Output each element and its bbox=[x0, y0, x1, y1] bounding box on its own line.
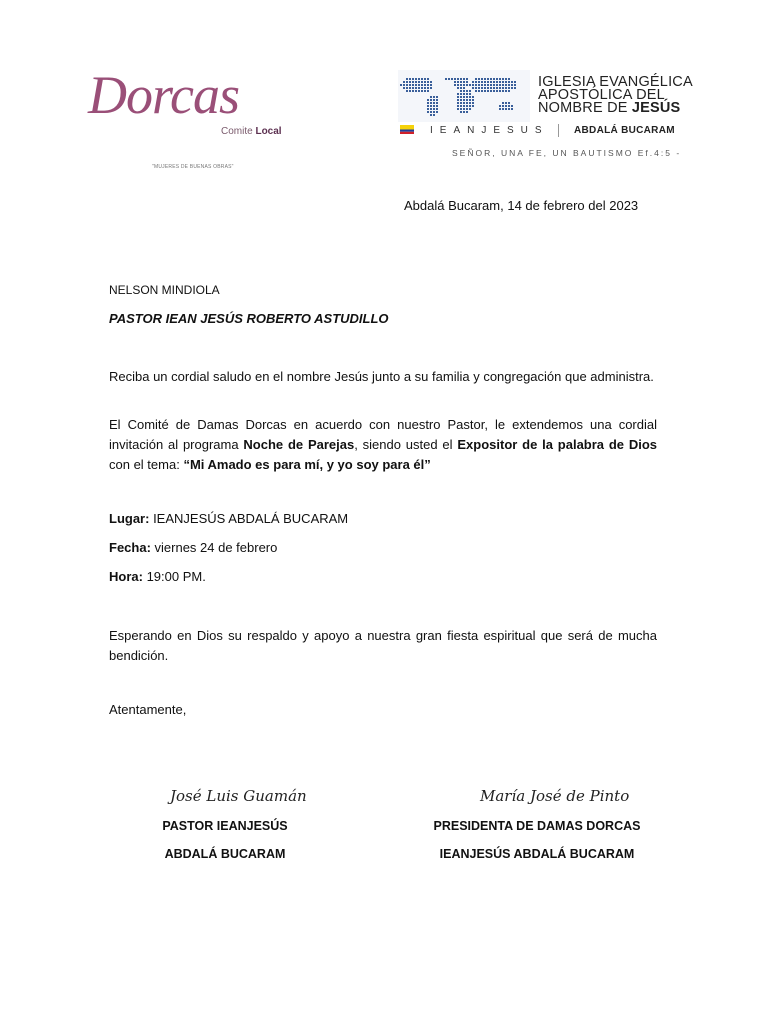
map-dot bbox=[472, 105, 474, 107]
signer-place-pastor: ABDALÁ BUCARAM bbox=[164, 847, 286, 861]
map-dot bbox=[412, 78, 414, 80]
map-dot bbox=[469, 96, 471, 98]
map-dot bbox=[409, 78, 411, 80]
map-dot bbox=[511, 81, 513, 83]
map-dot bbox=[400, 84, 402, 86]
map-dot bbox=[463, 84, 465, 86]
map-dot bbox=[463, 105, 465, 107]
map-dot bbox=[427, 108, 429, 110]
map-dot bbox=[412, 81, 414, 83]
map-dot bbox=[463, 108, 465, 110]
map-dot bbox=[493, 78, 495, 80]
map-dot bbox=[478, 78, 480, 80]
map-dot bbox=[508, 78, 510, 80]
map-dot bbox=[436, 105, 438, 107]
dorcas-logo bbox=[88, 65, 298, 138]
map-dot bbox=[415, 87, 417, 89]
map-dot bbox=[466, 111, 468, 113]
map-dot bbox=[457, 93, 459, 95]
map-dot bbox=[487, 87, 489, 89]
map-dot bbox=[508, 108, 510, 110]
map-dot bbox=[499, 105, 501, 107]
map-dot bbox=[427, 81, 429, 83]
map-dot bbox=[460, 105, 462, 107]
map-dot bbox=[457, 108, 459, 110]
map-dot bbox=[505, 81, 507, 83]
dorcas-logo-text: Dorcas bbox=[88, 65, 239, 125]
map-dot bbox=[424, 90, 426, 92]
map-dot bbox=[427, 99, 429, 101]
church-name: IGLESIA EVANGÉLICA APOSTÓLICA DEL NOMBRE DE JESÚS bbox=[538, 74, 693, 116]
map-dot bbox=[496, 90, 498, 92]
map-dot bbox=[433, 99, 435, 101]
map-dot bbox=[508, 90, 510, 92]
map-dot bbox=[460, 90, 462, 92]
map-dot bbox=[433, 96, 435, 98]
map-dot bbox=[409, 87, 411, 89]
map-dot bbox=[463, 99, 465, 101]
map-dot bbox=[469, 90, 471, 92]
map-dot bbox=[451, 78, 453, 80]
map-dot bbox=[457, 87, 459, 89]
map-dot bbox=[436, 111, 438, 113]
map-dot bbox=[499, 90, 501, 92]
map-dot bbox=[487, 84, 489, 86]
map-dot bbox=[436, 99, 438, 101]
map-dot bbox=[472, 84, 474, 86]
map-dot bbox=[466, 78, 468, 80]
closing-salutation: Atentamente, bbox=[109, 702, 187, 717]
map-dot bbox=[409, 81, 411, 83]
map-dot bbox=[502, 87, 504, 89]
map-dot bbox=[472, 96, 474, 98]
map-dot bbox=[463, 90, 465, 92]
signer-place-president: IEANJESÚS ABDALÁ BUCARAM bbox=[439, 847, 635, 861]
map-dot bbox=[409, 90, 411, 92]
map-dot bbox=[478, 87, 480, 89]
map-dot bbox=[436, 102, 438, 104]
map-dot bbox=[505, 90, 507, 92]
map-dot bbox=[409, 84, 411, 86]
map-dot bbox=[454, 84, 456, 86]
map-dot bbox=[460, 81, 462, 83]
map-dot bbox=[481, 87, 483, 89]
map-dot bbox=[490, 78, 492, 80]
map-dot bbox=[460, 78, 462, 80]
dorcas-logo-subtitle: Comite Local bbox=[221, 126, 282, 137]
map-dot bbox=[466, 84, 468, 86]
map-dot bbox=[415, 78, 417, 80]
map-dot bbox=[472, 87, 474, 89]
map-dot bbox=[487, 78, 489, 80]
signature-pastor: José Luis Guamán bbox=[170, 787, 307, 805]
map-dot bbox=[424, 78, 426, 80]
map-dot bbox=[499, 108, 501, 110]
map-dot bbox=[430, 96, 432, 98]
map-dot bbox=[460, 87, 462, 89]
map-dot bbox=[502, 78, 504, 80]
map-dot bbox=[418, 90, 420, 92]
recipient-title: PASTOR IEAN JESÚS ROBERTO ASTUDILLO bbox=[109, 311, 389, 326]
closing-paragraph: Esperando en Dios su respaldo y apoyo a nuestra gran fiesta espiritual que será de mucha bendición. bbox=[109, 628, 657, 663]
map-dot bbox=[457, 105, 459, 107]
map-dot bbox=[469, 105, 471, 107]
map-dot bbox=[424, 84, 426, 86]
map-dot bbox=[469, 99, 471, 101]
map-dot bbox=[499, 87, 501, 89]
map-dot bbox=[421, 90, 423, 92]
map-dot bbox=[406, 90, 408, 92]
map-dot bbox=[463, 102, 465, 104]
map-dot bbox=[505, 105, 507, 107]
map-dot bbox=[481, 90, 483, 92]
map-dot bbox=[505, 102, 507, 104]
map-dot bbox=[412, 90, 414, 92]
map-dot bbox=[505, 78, 507, 80]
map-dot bbox=[427, 105, 429, 107]
map-dot bbox=[457, 102, 459, 104]
location-label: ABDALÁ BUCARAM bbox=[574, 125, 675, 136]
map-dot bbox=[469, 108, 471, 110]
map-dot bbox=[484, 78, 486, 80]
map-dot bbox=[433, 102, 435, 104]
map-dot bbox=[430, 102, 432, 104]
map-dot bbox=[487, 90, 489, 92]
map-dot bbox=[469, 84, 471, 86]
map-dot bbox=[403, 81, 405, 83]
invitation-paragraph: El Comité de Damas Dorcas en acuerdo con nuestro Pastor, le extendemos una cordial invitación al programa Noche de Parejas, siendo usted el Expositor de la palabra de Dios con el tema: “Mi Amado es para mí, y yo soy para él” bbox=[109, 417, 658, 472]
map-dot bbox=[463, 111, 465, 113]
divider bbox=[558, 124, 559, 137]
map-dot bbox=[475, 84, 477, 86]
dorcas-tagline: "MUJERES DE BUENAS OBRAS" bbox=[152, 164, 234, 170]
map-dot bbox=[415, 81, 417, 83]
map-dot bbox=[448, 78, 450, 80]
map-dot bbox=[466, 90, 468, 92]
map-dot bbox=[496, 87, 498, 89]
map-dot bbox=[505, 108, 507, 110]
map-dot bbox=[430, 111, 432, 113]
map-dot bbox=[493, 90, 495, 92]
map-dot bbox=[427, 78, 429, 80]
map-dot bbox=[457, 81, 459, 83]
map-dot bbox=[490, 84, 492, 86]
map-dot bbox=[406, 87, 408, 89]
map-dot bbox=[490, 81, 492, 83]
map-dot bbox=[463, 93, 465, 95]
map-dot bbox=[418, 87, 420, 89]
map-dot bbox=[436, 96, 438, 98]
world-map-icon bbox=[398, 70, 530, 122]
map-dot bbox=[433, 105, 435, 107]
map-dot bbox=[511, 87, 513, 89]
map-dot bbox=[493, 87, 495, 89]
map-dot bbox=[502, 102, 504, 104]
map-dot bbox=[424, 81, 426, 83]
map-dot bbox=[418, 78, 420, 80]
map-dot bbox=[496, 78, 498, 80]
map-dot bbox=[445, 78, 447, 80]
map-dot bbox=[430, 108, 432, 110]
map-dot bbox=[427, 90, 429, 92]
map-dot bbox=[484, 84, 486, 86]
time-field: Hora: 19:00 PM. bbox=[109, 569, 206, 584]
map-dot bbox=[403, 87, 405, 89]
map-dot bbox=[502, 90, 504, 92]
map-dot bbox=[514, 81, 516, 83]
signature-president: María José de Pinto bbox=[480, 787, 630, 805]
map-dot bbox=[466, 108, 468, 110]
map-dot bbox=[508, 87, 510, 89]
map-dot bbox=[511, 105, 513, 107]
map-dot bbox=[505, 87, 507, 89]
map-dot bbox=[469, 102, 471, 104]
map-dot bbox=[478, 84, 480, 86]
letter-date: Abdalá Bucaram, 14 de febrero del 2023 bbox=[404, 198, 639, 213]
map-dot bbox=[493, 84, 495, 86]
map-dot bbox=[490, 90, 492, 92]
map-dot bbox=[508, 84, 510, 86]
map-dot bbox=[406, 78, 408, 80]
map-dot bbox=[466, 105, 468, 107]
map-dot bbox=[430, 105, 432, 107]
signer-role-pastor: PASTOR IEANJESÚS bbox=[162, 819, 288, 833]
map-dot bbox=[502, 108, 504, 110]
map-dot bbox=[454, 78, 456, 80]
map-dot bbox=[427, 111, 429, 113]
map-dot bbox=[475, 90, 477, 92]
map-dot bbox=[403, 84, 405, 86]
map-dot bbox=[415, 90, 417, 92]
map-dot bbox=[436, 108, 438, 110]
map-dot bbox=[466, 102, 468, 104]
map-dot bbox=[415, 84, 417, 86]
map-dot bbox=[463, 78, 465, 80]
map-dot bbox=[514, 87, 516, 89]
church-motto: SEÑOR, UNA FE, UN BAUTISMO Ef.4:5 - bbox=[452, 148, 682, 158]
map-dot bbox=[433, 114, 435, 116]
map-dot bbox=[499, 81, 501, 83]
map-dot bbox=[496, 81, 498, 83]
map-dot bbox=[490, 87, 492, 89]
map-dot bbox=[499, 78, 501, 80]
map-dot bbox=[511, 84, 513, 86]
map-dot bbox=[481, 78, 483, 80]
map-dot bbox=[457, 84, 459, 86]
map-dot bbox=[457, 99, 459, 101]
map-dot bbox=[508, 81, 510, 83]
map-dot bbox=[502, 84, 504, 86]
map-dot bbox=[502, 105, 504, 107]
map-dot bbox=[421, 84, 423, 86]
map-dot bbox=[460, 99, 462, 101]
map-dot bbox=[460, 108, 462, 110]
greeting-paragraph: Reciba un cordial saludo en el nombre Jesús junto a su familia y congregación que administra. bbox=[109, 369, 654, 384]
map-dot bbox=[511, 108, 513, 110]
map-dot bbox=[421, 87, 423, 89]
map-dot bbox=[454, 81, 456, 83]
map-dot bbox=[406, 81, 408, 83]
map-dot bbox=[469, 93, 471, 95]
map-dot bbox=[412, 84, 414, 86]
map-dot bbox=[406, 84, 408, 86]
map-dot bbox=[502, 81, 504, 83]
recipient-name: NELSON MINDIOLA bbox=[109, 283, 220, 297]
map-dot bbox=[496, 84, 498, 86]
ecuador-flag-icon bbox=[400, 125, 414, 134]
place-field: Lugar: IEANJESÚS ABDALÁ BUCARAM bbox=[109, 511, 349, 526]
map-dot bbox=[457, 78, 459, 80]
map-dot bbox=[412, 87, 414, 89]
map-dot bbox=[484, 81, 486, 83]
map-dot bbox=[484, 87, 486, 89]
map-dot bbox=[514, 84, 516, 86]
map-dot bbox=[430, 81, 432, 83]
map-dot bbox=[478, 90, 480, 92]
map-dot bbox=[460, 111, 462, 113]
map-dot bbox=[463, 87, 465, 89]
map-dot bbox=[427, 87, 429, 89]
date-field: Fecha: viernes 24 de febrero bbox=[109, 540, 278, 555]
map-dot bbox=[475, 81, 477, 83]
map-dot bbox=[472, 81, 474, 83]
map-dot bbox=[484, 90, 486, 92]
map-dot bbox=[481, 81, 483, 83]
map-dot bbox=[463, 81, 465, 83]
map-dot bbox=[478, 81, 480, 83]
map-dot bbox=[499, 84, 501, 86]
map-dot bbox=[421, 81, 423, 83]
map-dot bbox=[433, 108, 435, 110]
map-dot bbox=[430, 99, 432, 101]
map-dot bbox=[427, 84, 429, 86]
map-dot bbox=[430, 84, 432, 86]
map-dot bbox=[487, 81, 489, 83]
map-dot bbox=[430, 114, 432, 116]
map-dot bbox=[418, 81, 420, 83]
map-dot bbox=[433, 111, 435, 113]
map-dot bbox=[508, 102, 510, 104]
map-dot bbox=[466, 93, 468, 95]
signer-role-president: PRESIDENTA DE DAMAS DORCAS bbox=[433, 819, 641, 833]
map-dot bbox=[457, 96, 459, 98]
map-dot bbox=[481, 84, 483, 86]
map-dot bbox=[466, 81, 468, 83]
map-dot bbox=[460, 84, 462, 86]
map-dot bbox=[430, 87, 432, 89]
map-dot bbox=[493, 81, 495, 83]
map-dot bbox=[472, 102, 474, 104]
map-dot bbox=[427, 102, 429, 104]
map-dot bbox=[475, 78, 477, 80]
map-dot bbox=[466, 99, 468, 101]
map-dot bbox=[460, 102, 462, 104]
church-logo bbox=[398, 70, 698, 162]
map-dot bbox=[421, 78, 423, 80]
map-dot bbox=[466, 96, 468, 98]
map-dot bbox=[463, 96, 465, 98]
map-dot bbox=[475, 87, 477, 89]
map-dot bbox=[505, 84, 507, 86]
map-dot bbox=[460, 96, 462, 98]
map-dot bbox=[508, 105, 510, 107]
ieanjesus-label: IEANJESUS bbox=[430, 125, 549, 136]
map-dot bbox=[424, 87, 426, 89]
map-dot bbox=[472, 99, 474, 101]
map-dot bbox=[460, 93, 462, 95]
map-dot bbox=[418, 84, 420, 86]
